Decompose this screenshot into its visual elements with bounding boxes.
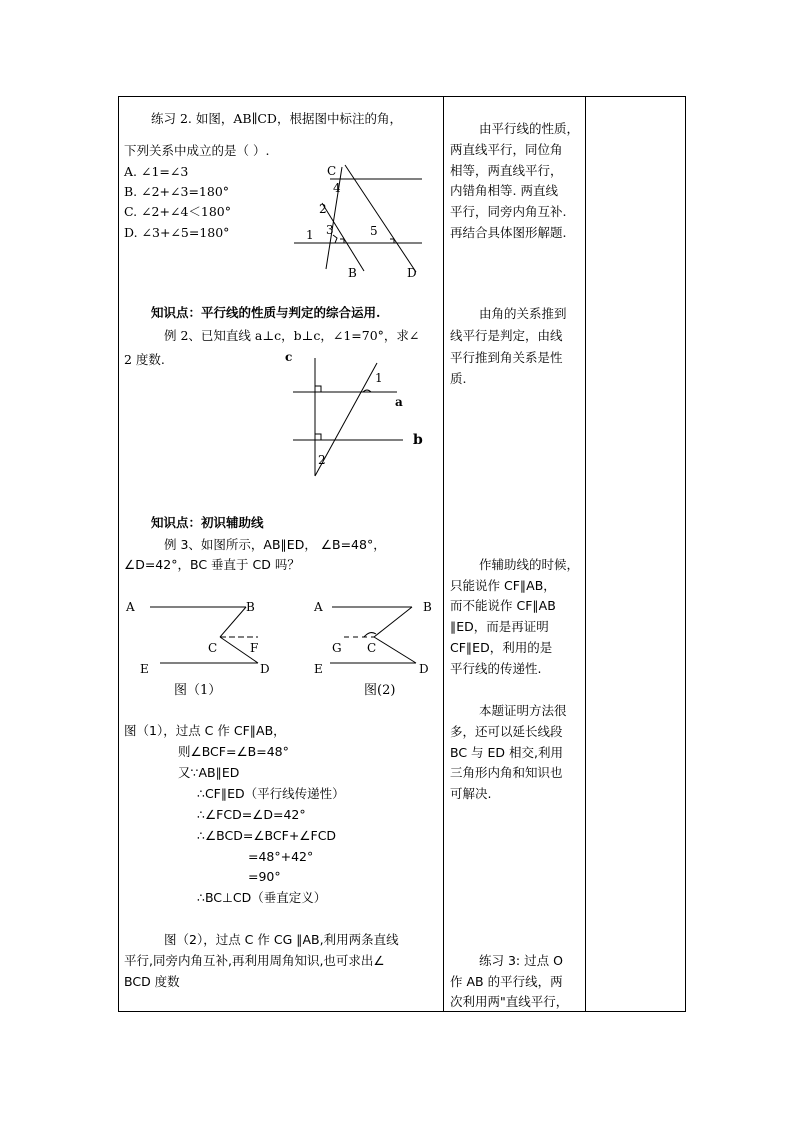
note1-line3: 相等，两直线平行， (450, 163, 563, 178)
proof-line7: =48°+42° (248, 849, 314, 864)
fig1-label-5: 5 (370, 224, 378, 238)
exercise2-question-line1: 练习 2. 如图，AB∥CD，根据图中标注的角， (151, 111, 402, 126)
fig3-label-C: C (208, 641, 218, 655)
note4-line1: 本题证明方法很 (479, 703, 567, 718)
fig3-label-A: A (126, 600, 135, 614)
proof-line6: ∴∠BCD=∠BCF+∠FCD (197, 828, 337, 843)
note1-line6: 再结合具体图形解题. (450, 225, 567, 240)
fig3-label-F: F (250, 641, 259, 655)
note4-line2: 多，还可以延长线段 (450, 724, 563, 739)
exercise2-question-line2: 下列关系中成立的是（ ）. (124, 143, 270, 158)
fig4-label-B: B (423, 600, 432, 614)
column-divider-1 (443, 96, 444, 1012)
fig2-label-2: 2 (318, 453, 326, 467)
table-right-border (685, 96, 686, 1012)
note4-line3: BC 与 ED 相交,利用 (450, 745, 564, 760)
proof-line9: ∴BC⊥CD（垂直定义） (197, 890, 327, 905)
option-a: A. ∠1=∠3 (124, 164, 189, 179)
option-b: B. ∠2+∠3=180° (124, 184, 230, 199)
example3-line2: ∠D=42°，BC 垂直于 CD 吗？ (124, 557, 300, 572)
proof-line2: 则∠BCF=∠B=48° (178, 744, 289, 759)
knowledge-point-2: 知识点：初识辅助线 (151, 515, 264, 530)
fig2-label-a: a (395, 395, 403, 409)
fig1-label-C: C (327, 164, 337, 178)
fig2-label-b: b (413, 432, 423, 448)
figure-exercise2 (290, 155, 440, 285)
proof-line5: ∴∠FCD=∠D=42° (197, 807, 306, 822)
note4-line5: 可解决. (450, 786, 492, 801)
table-left-border (118, 96, 119, 1012)
fig2-label-1: 1 (375, 371, 383, 385)
option-c: C. ∠2+∠4＜180° (124, 204, 232, 219)
fig1-label-3: 3 (326, 223, 334, 237)
note3-line5: CF∥ED，利用的是 (450, 640, 553, 655)
fig1-label-1: 1 (306, 228, 314, 242)
note1-line2: 两直线平行，同位角 (450, 142, 563, 157)
note3-line4: ∥ED，而是再证明 (450, 619, 549, 634)
example2-line2: 2 度数. (124, 352, 165, 367)
note4-line4: 三角形内角和知识也 (450, 765, 563, 780)
fig4-label-D: D (419, 662, 429, 676)
fig1-label-4: 4 (333, 181, 341, 195)
alt-proof-line2: 平行,同旁内角互补,再利用周角知识,也可求出∠ (124, 953, 385, 968)
proof-line4: ∴CF∥ED（平行线传递性） (197, 786, 345, 801)
note2-line4: 质. (450, 371, 467, 386)
fig4-label-G: G (332, 641, 342, 655)
fig1-label-D: D (407, 266, 417, 280)
note2-line3: 平行推到角关系是性 (450, 350, 563, 365)
note2-line1: 由角的关系推到 (479, 306, 567, 321)
fig3-label-B: B (246, 600, 255, 614)
example2-line1: 例 2、已知直线 a⊥c，b⊥c，∠1=70°，求∠ (164, 328, 420, 343)
example3-line1: 例 3、如图所示，AB∥ED， ∠B=48°， (164, 537, 386, 552)
column-divider-2 (585, 96, 586, 1012)
figure-example3-2 (312, 596, 462, 701)
proof-line3: 又∵AB∥ED (178, 765, 240, 780)
proof-line1: 图（1），过点 C 作 CF∥AB， (124, 723, 286, 738)
note3-line3: 而不能说作 CF∥AB (450, 598, 556, 613)
note3-line1: 作辅助线的时候， (479, 557, 580, 572)
note5-line2: 作 AB 的平行线，两 (450, 974, 563, 989)
proof-line8: =90° (248, 869, 281, 884)
note3-line2: 只能说作 CF∥AB， (450, 578, 556, 593)
fig4-label-A: A (314, 600, 323, 614)
fig3-label-E: E (140, 662, 149, 676)
fig4-caption: 图(2) (364, 683, 396, 698)
table-bottom-border (118, 1011, 685, 1012)
note1-line4: 内错角相等. 两直线 (450, 183, 558, 198)
fig4-label-C: C (367, 641, 377, 655)
note5-line3: 次利用两"直线平行， (450, 994, 569, 1009)
note1-line5: 平行，同旁内角互补. (450, 204, 567, 219)
note2-line2: 线平行是判定，由线 (450, 328, 563, 343)
fig3-label-D: D (260, 662, 270, 676)
table-top-border (118, 96, 685, 97)
fig1-label-2: 2 (319, 202, 327, 216)
knowledge-point-1: 知识点：平行线的性质与判定的综合运用. (151, 305, 381, 320)
figure-example2 (285, 350, 425, 480)
figure-example3-1 (122, 596, 272, 701)
fig4-label-E: E (314, 662, 323, 676)
note3-line6: 平行线的传递性. (450, 661, 542, 676)
note5-line1: 练习 3: 过点 O (479, 953, 563, 968)
alt-proof-line3: BCD 度数 (124, 974, 180, 989)
option-d: D. ∠3+∠5=180° (124, 225, 230, 240)
alt-proof-line1: 图（2），过点 C 作 CG ∥AB,利用两条直线 (164, 932, 399, 947)
fig2-label-c: c (285, 350, 293, 364)
fig1-label-B: B (348, 266, 357, 280)
note1-line1: 由平行线的性质， (479, 121, 580, 136)
fig3-caption: 图（1） (174, 683, 222, 698)
